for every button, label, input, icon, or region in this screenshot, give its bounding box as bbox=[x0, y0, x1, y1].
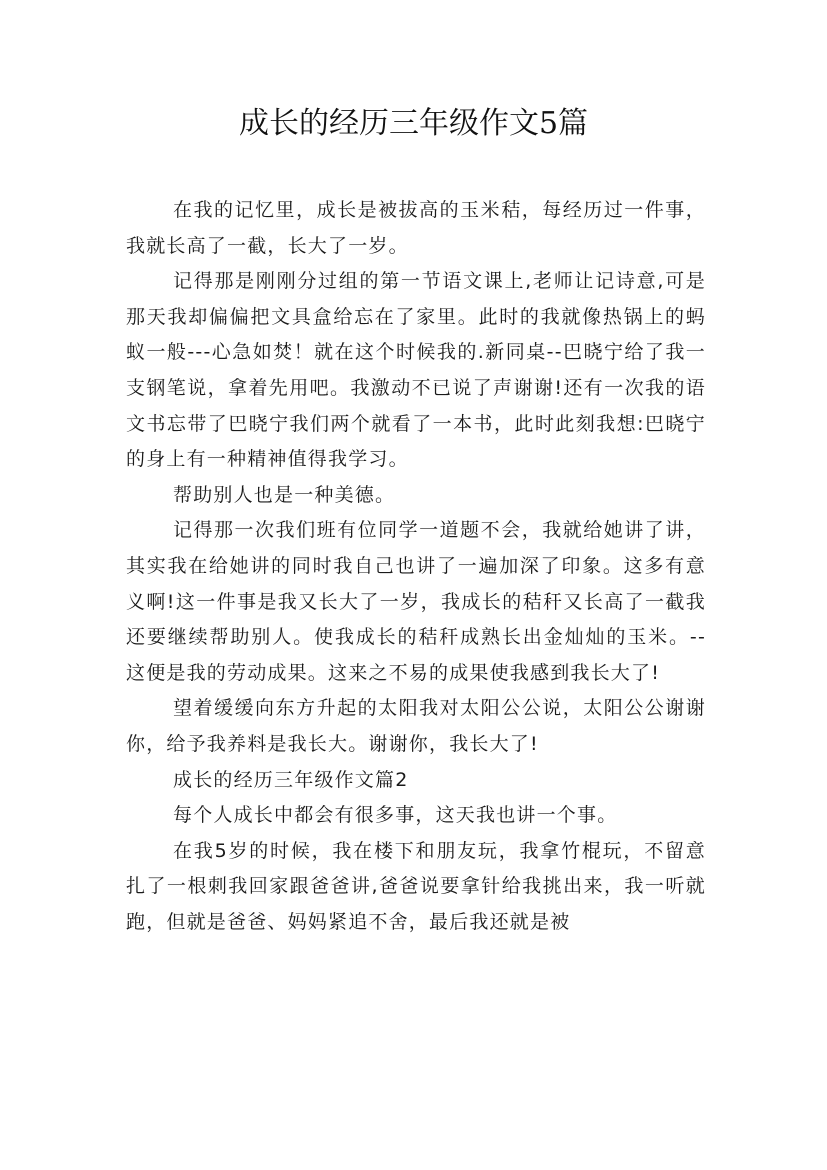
paragraph: 每个人成长中都会有很多事，这天我也讲一个事。 bbox=[173, 804, 618, 827]
paragraph: 望着缓缓向东方升起的太阳我对太阳公公说，太阳公公谢谢你，给予我养料是我长大。谢谢你，我长大了! bbox=[126, 697, 706, 755]
paragraph: 在我的记忆里，成长是被拔高的玉米秸，每经历过一件事，我就长高了一截，长大了一岁。 bbox=[126, 199, 706, 257]
paragraph: 记得那是刚刚分过组的第一节语文课上,老师让记诗意,可是那天我却偏偏把文具盒给忘在了家里。此时的我就像热锅上的蚂蚁一般---心急如焚！就在这个时候我的.新同桌--巴晓宁给了我一支钢笔说，拿着先用吧。我激动不已说了声谢谢!还有一次我的语文书忘带了巴晓宁我们两个就看了一本书，此时此刻我想:巴晓宁的身上有一种精神值得我学习。 bbox=[126, 270, 706, 471]
document-title: 成长的经历三年级作文5篇 bbox=[238, 106, 589, 141]
paragraph: 记得那一次我们班有位同学一道题不会，我就给她讲了讲，其实我在给她讲的同时我自己也讲了一遍加深了印象。这多有意义啊!这一件事是我又长大了一岁，我成长的秸秆又长高了一截我还要继续帮助别人。使我成长的秸秆成熟长出金灿灿的玉米。--这便是我的劳动成果。这来之不易的成果使我感到我长大了! bbox=[126, 519, 706, 684]
paragraph: 在我5岁的时候，我在楼下和朋友玩，我拿竹棍玩，不留意扎了一根刺我回家跟爸爸讲,爸爸说要拿针给我挑出来，我一听就跑，但就是爸爸、妈妈紧追不舍，最后我还就是被 bbox=[126, 839, 706, 933]
document-body bbox=[126, 193, 706, 940]
section-heading: 成长的经历三年级作文篇2 bbox=[173, 768, 409, 791]
paragraph: 帮助别人也是一种美德。 bbox=[173, 483, 396, 506]
